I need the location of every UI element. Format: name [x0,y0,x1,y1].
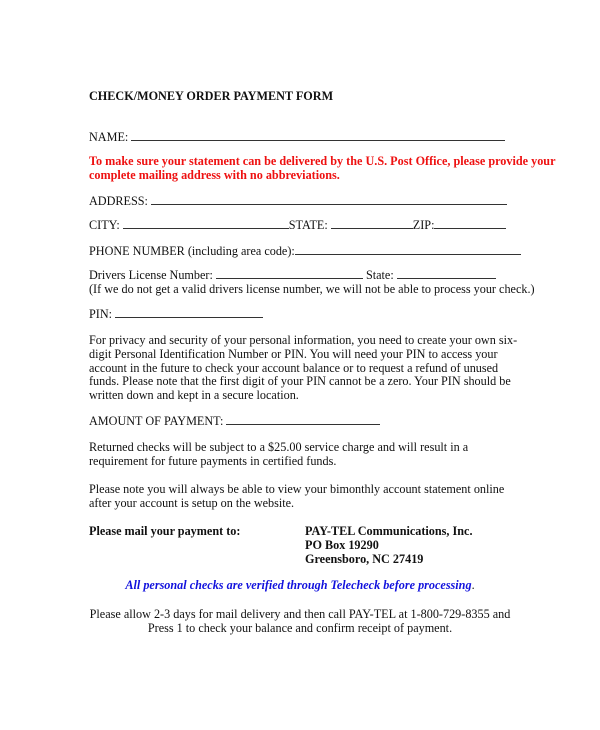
returned-line: Returned checks will be subject to a $25.00 service charge and will result in a [89,440,469,454]
license-label: Drivers License Number: [89,268,213,282]
mail-address-line: Greensboro, NC 27419 [305,552,424,566]
pin-row [89,307,263,321]
address-row [89,194,507,208]
pin-info-line: funds. Please note that the first digit of your PIN cannot be a zero. Your PIN should be [89,374,511,388]
notice-line: To make sure your statement can be delivered by the U.S. Post Office, please provide your [89,154,556,168]
pin-info-line: digit Personal Identification Number or PIN. You will need your PIN to access your [89,347,498,361]
address-field[interactable] [151,194,507,205]
pin-info-line: account in the future to check your account balance or to request a refund of unused [89,361,499,375]
name-label: NAME: [89,130,129,144]
pin-label: PIN: [89,307,113,321]
name-field[interactable] [131,130,505,141]
city-label: CITY: [89,218,120,232]
telecheck-text: All personal checks are verified through Telecheck before processing [125,578,472,592]
mail-address-line: PO Box 19290 [305,538,379,552]
license-note: (If we do not get a valid drivers license number, we will not be able to process your check.) [89,282,535,296]
notice-line: complete mailing address with no abbreviations. [89,168,340,182]
pin-info-line: For privacy and security of your personal information, you need to create your own six- [89,333,518,347]
mail-address-line: PAY-TEL Communications, Inc. [305,524,473,538]
phone-field[interactable] [295,244,521,255]
state-label: STATE: [288,218,328,232]
license-row [89,268,496,282]
online-line: Please note you will always be able to view your bimonthly account statement online [89,482,505,496]
closing-line: Please allow 2-3 days for mail delivery and then call PAY-TEL at 1-800-729-8355 and [89,607,511,621]
telecheck-period: . [471,578,475,592]
address-label: ADDRESS: [89,194,148,208]
online-line: after your account is setup on the website. [89,496,295,510]
amount-row [89,414,380,428]
phone-row [89,244,521,258]
telecheck-notice [0,578,600,592]
name-row [89,130,505,144]
zip-label: ZIP: [412,218,435,232]
closing-line: Press 1 to check your balance and confirm receipt of payment. [147,621,453,635]
license-field[interactable] [216,268,363,279]
state-field[interactable] [331,218,413,229]
amount-label: AMOUNT OF PAYMENT: [89,414,224,428]
amount-field[interactable] [226,414,380,425]
zip-field[interactable] [434,218,506,229]
pin-field[interactable] [115,307,263,318]
pin-info-line: written down and kept in a secure location. [89,388,299,402]
phone-label: PHONE NUMBER (including area code): [89,244,295,258]
returned-line: requirement for future payments in certified funds. [89,454,337,468]
form-title: CHECK/MONEY ORDER PAYMENT FORM [89,89,334,103]
license-state-field[interactable] [397,268,496,279]
city-row [89,218,506,232]
city-field[interactable] [123,218,289,229]
mail-label: Please mail your payment to: [89,524,241,538]
license-state-label: State: [365,268,394,282]
